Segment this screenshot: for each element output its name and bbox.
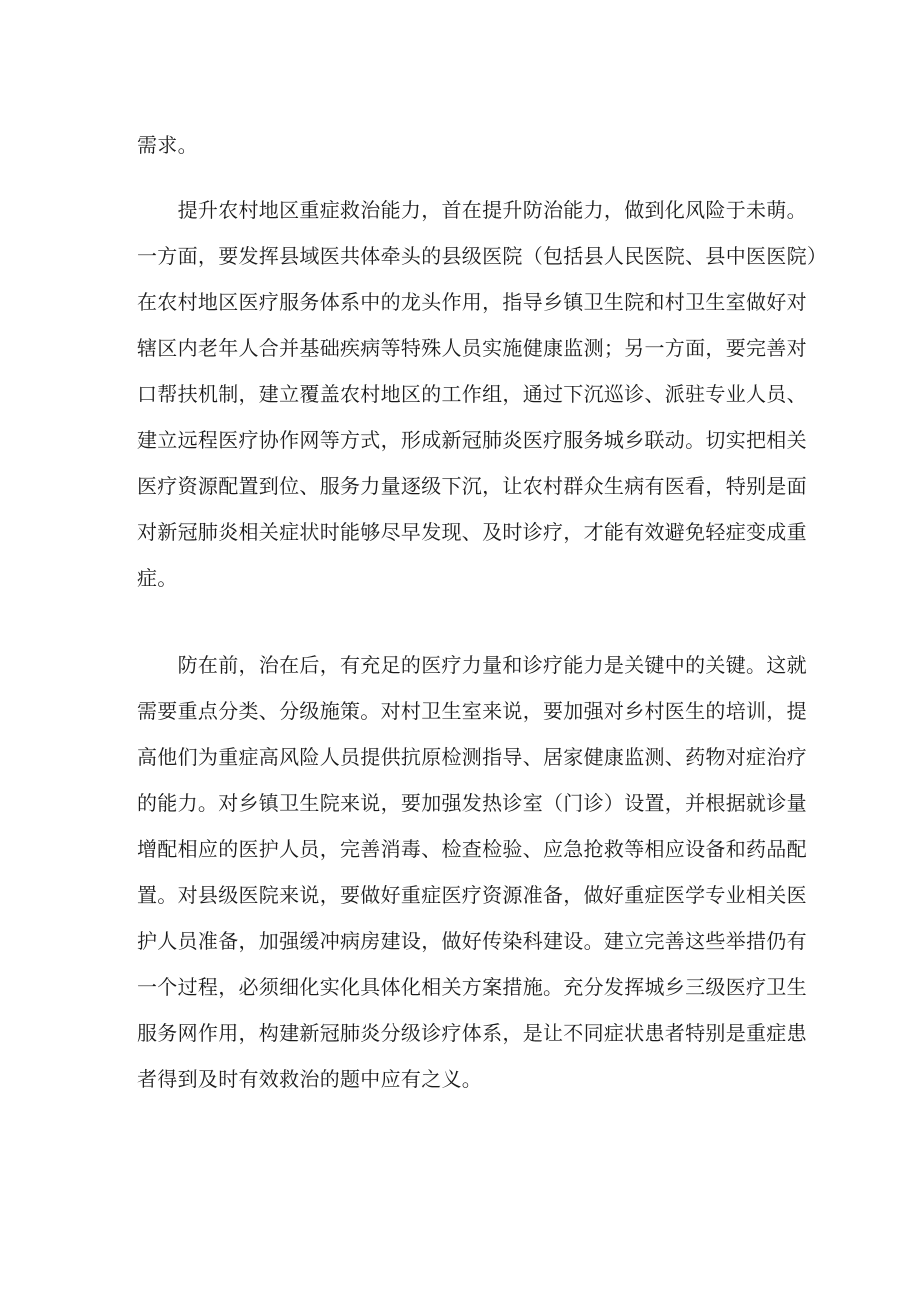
text-line: 服务网作用，构建新冠肺炎分级诊疗体系，是让不同症状患者特别是重症患 xyxy=(137,1021,807,1045)
text-line: 增配相应的医护人员，完善消毒、检查检验、应急抢救等相应设备和药品配 xyxy=(137,837,807,861)
text-line: 在农村地区医疗服务体系中的龙头作用，指导乡镇卫生院和村卫生室做好对 xyxy=(137,290,807,314)
text-line: 一方面，要发挥县域医共体牵头的县级医院（包括县人民医院、县中医医院） xyxy=(137,244,828,268)
text-line: 提升农村地区重症救治能力，首在提升防治能力，做到化风险于未萌。 xyxy=(137,198,807,222)
text-line: 者得到及时有效救治的题中应有之义。 xyxy=(137,1067,483,1091)
text-line: 的能力。对乡镇卫生院来说，要加强发热诊室（门诊）设置，并根据就诊量 xyxy=(137,791,807,815)
text-line: 防在前，治在后，有充足的医疗力量和诊疗能力是关键中的关键。这就 xyxy=(137,653,807,677)
text-line: 医疗资源配置到位、服务力量逐级下沉，让农村群众生病有医看，特别是面 xyxy=(137,474,807,498)
text-line: 需要重点分类、分级施策。对村卫生室来说，要加强对乡村医生的培训，提 xyxy=(137,699,807,723)
text-line: 护人员准备，加强缓冲病房建设，做好传染科建设。建立完善这些举措仍有 xyxy=(137,929,807,953)
text-line: 置。对县级医院来说，要做好重症医疗资源准备，做好重症医学专业相关医 xyxy=(137,883,807,907)
text-line: 辖区内老年人合并基础疾病等特殊人员实施健康监测；另一方面，要完善对 xyxy=(137,336,807,360)
text-line: 高他们为重症高风险人员提供抗原检测指导、居家健康监测、药物对症治疗 xyxy=(137,745,807,769)
text-line: 症。 xyxy=(137,566,178,590)
text-line: 对新冠肺炎相关症状时能够尽早发现、及时诊疗，才能有效避免轻症变成重 xyxy=(137,520,807,544)
text-line: 口帮扶机制，建立覆盖农村地区的工作组，通过下沉巡诊、派驻专业人员、 xyxy=(137,382,807,406)
text-line: 需求。 xyxy=(137,133,198,157)
text-line: 一个过程，必须细化实化具体化相关方案措施。充分发挥城乡三级医疗卫生 xyxy=(137,975,807,999)
text-line: 建立远程医疗协作网等方式，形成新冠肺炎医疗服务城乡联动。切实把相关 xyxy=(137,428,807,452)
